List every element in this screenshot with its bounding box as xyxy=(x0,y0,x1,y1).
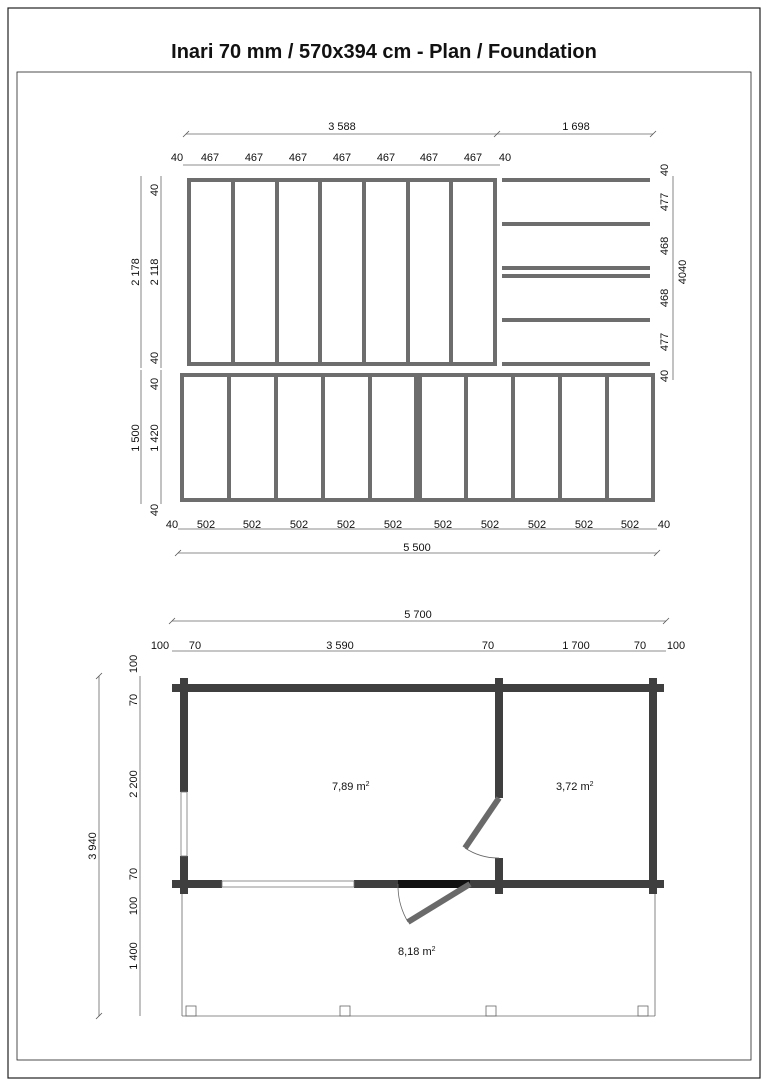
floor-plan xyxy=(87,609,685,1019)
foundation-top-seg: 467 xyxy=(200,152,220,164)
foundation-bottom-seg: 502 xyxy=(433,519,453,531)
foundation-top-seg: 467 xyxy=(244,152,264,164)
room-area-main: 7,89 $m^2$ xyxy=(332,781,370,793)
foundation-left-overall: 1 420 xyxy=(149,424,161,452)
foundation-right-seg: 468 xyxy=(659,288,671,308)
foundation-right-seg: 477 xyxy=(659,332,671,352)
foundation-left-small: 40 xyxy=(149,503,161,517)
sheet-title: Inari 70 mm / 570x394 cm - Plan / Foundation xyxy=(171,41,597,63)
post-base xyxy=(638,1006,648,1016)
foundation-right-seg: 40 xyxy=(659,163,671,177)
internal-door-leaf xyxy=(465,798,499,848)
foundation-top-overall-2: 1 698 xyxy=(562,121,590,133)
foundation-top-seg: 467 xyxy=(376,152,396,164)
plan-top-seg: 3 590 xyxy=(326,640,354,652)
foundation-top-seg: 467 xyxy=(419,152,439,164)
foundation-left-overall: 2 118 xyxy=(149,258,161,286)
foundation-bottom-seg: 502 xyxy=(196,519,216,531)
plan-left-seg: 2 200 xyxy=(128,770,140,798)
foundation-bottom-seg: 40 xyxy=(165,519,179,531)
foundation-right-seg: 4040 xyxy=(677,259,689,285)
foundation-left-small: 40 xyxy=(149,351,161,365)
front-door-leaf xyxy=(408,884,470,922)
plan-top-seg: 1 700 xyxy=(562,640,590,652)
front-door-swing xyxy=(398,884,408,922)
foundation-top-seg: 467 xyxy=(463,152,483,164)
room-area-terrace: 8,18 $m^2$ xyxy=(398,946,436,958)
post-base xyxy=(486,1006,496,1016)
foundation-bottom-seg: 502 xyxy=(242,519,262,531)
foundation-top-seg: 467 xyxy=(332,152,352,164)
outer-border xyxy=(8,8,760,1078)
foundation-left-overall: 2 178 xyxy=(130,258,142,286)
plan-top-seg: 70 xyxy=(633,640,647,652)
foundation-right-seg: 40 xyxy=(659,369,671,383)
foundation-left-small: 40 xyxy=(149,377,161,391)
front-door-threshold xyxy=(398,880,470,888)
foundation-bottom-overall: 5 500 xyxy=(403,542,431,554)
plan-top-seg: 70 xyxy=(188,640,202,652)
foundation-right-seg: 468 xyxy=(659,236,671,256)
post-base xyxy=(340,1006,350,1016)
plan-left-seg: 100 xyxy=(128,654,140,674)
foundation-bottom-seg: 502 xyxy=(620,519,640,531)
room-area-side: 3,72 $m^2$ xyxy=(556,781,594,793)
plan-top-overall: 5 700 xyxy=(404,609,432,621)
internal-door-swing xyxy=(465,848,499,858)
post-base xyxy=(186,1006,196,1016)
plan-left-seg: 100 xyxy=(128,896,140,916)
plan-top-seg: 100 xyxy=(150,640,170,652)
plan-left-seg: 1 400 xyxy=(128,942,140,970)
foundation-bottom-seg: 502 xyxy=(383,519,403,531)
plan-top-seg: 70 xyxy=(481,640,495,652)
foundation-bottom-seg: 502 xyxy=(574,519,594,531)
foundation-left-overall: 1 500 xyxy=(130,424,142,452)
window-front xyxy=(222,881,354,887)
foundation-left-small: 40 xyxy=(149,183,161,197)
plan-left-seg: 70 xyxy=(128,693,140,707)
foundation-right-seg: 477 xyxy=(659,192,671,212)
foundation-top-seg: 40 xyxy=(498,152,512,164)
plan-left-seg: 70 xyxy=(128,867,140,881)
plan-left-overall: 3 940 xyxy=(87,832,99,860)
foundation-top-seg: 467 xyxy=(288,152,308,164)
foundation-top-seg: 40 xyxy=(170,152,184,164)
foundation-bottom-seg: 502 xyxy=(289,519,309,531)
foundation-plan xyxy=(130,121,689,556)
window-left xyxy=(181,792,187,856)
plan-top-seg: 100 xyxy=(666,640,686,652)
foundation-bottom-seg: 40 xyxy=(657,519,671,531)
foundation-bottom-seg: 502 xyxy=(480,519,500,531)
foundation-bottom-seg: 502 xyxy=(336,519,356,531)
foundation-bottom-seg: 502 xyxy=(527,519,547,531)
foundation-top-overall-1: 3 588 xyxy=(328,121,356,133)
